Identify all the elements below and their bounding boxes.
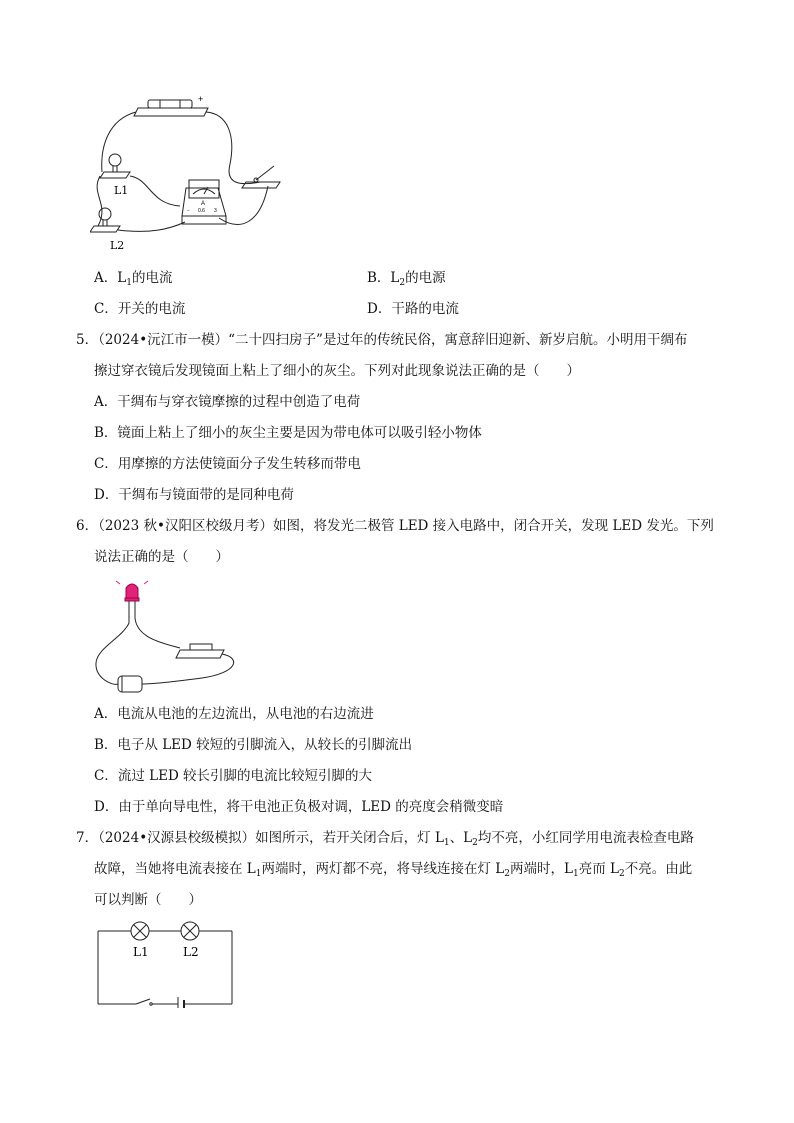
switch-icon: [136, 999, 150, 1004]
q7-l2-sub: 1: [572, 869, 579, 879]
q6-option-c: C．流过 LED 较长引脚的电流比较短引脚的大: [94, 768, 373, 784]
q5-option-c: C．用摩擦的方法使镜面分子发生转移而带电: [94, 456, 361, 472]
q4-circuit-figure: [90, 94, 290, 259]
q7-l1-sub: 2: [472, 838, 478, 848]
q5-option-a: A．干绸布与穿衣镜摩擦的过程中创造了电荷: [94, 394, 361, 410]
led-icon: [126, 584, 138, 598]
q7-l2-sub: 1: [255, 869, 262, 879]
q7-l2-part: 亮而 L: [578, 861, 619, 877]
q6-stem-line1: 6．（2023 秋•汉阳区校级月考）如图，将发光二极管 LED 接入电路中，闭合开关，发现 LED 发光。下列: [76, 518, 714, 534]
q6-option-d: D．由于单向导电性，将干电池正负极对调，LED 的亮度会稍微变暗: [94, 799, 504, 815]
q4-label-l2: L2: [110, 239, 125, 252]
q7-stem-line3: 可以判断（ ）: [94, 892, 202, 908]
q4-option-a-suffix: 的电流: [131, 270, 173, 286]
q6-option-a: A．电流从电池的左边流出，从电池的右边流进: [94, 706, 374, 722]
q7-circuit-figure: [96, 920, 236, 1008]
q5-stem-line2: 擦过穿衣镜后发现镜面上粘上了细小的灰尘。下列对此现象说法正确的是（ ）: [94, 363, 580, 379]
q4-option-d: D．干路的电流: [367, 301, 459, 317]
q6-option-b: B．电子从 LED 较短的引脚流入，从较长的引脚流出: [94, 737, 413, 753]
q7-l1-sub: 1: [443, 838, 450, 848]
q7-l2-sub: 2: [618, 869, 625, 879]
q4-option-a-sub: 1: [126, 278, 132, 288]
q7-stem-line1: [76, 829, 694, 852]
q4-meter-terminal: 0.6: [198, 208, 205, 214]
q4-option-b: [367, 269, 446, 292]
q4-option-c: C．开关的电流: [94, 301, 186, 317]
q7-l2-part: 不亮。由此: [624, 861, 693, 877]
q4-option-a: [94, 269, 172, 292]
q4-plus-sign: +: [198, 94, 204, 104]
q5-option-d: D．干绸布与镜面带的是同种电荷: [94, 487, 294, 503]
q7-stem-line2: [94, 860, 692, 883]
q7-l1-part: 均不亮，小红同学用电流表检查电路: [477, 830, 694, 846]
q4-option-b-sub: 2: [399, 278, 406, 288]
q7-label-l1: L1: [133, 945, 149, 959]
q4-meter-letter: A: [201, 201, 206, 207]
q7-l2-part: 两端时，L: [510, 861, 573, 877]
q4-option-b-suffix: 的电源: [405, 270, 446, 286]
q7-l2-sub: 2: [504, 869, 510, 879]
q7-label-l2: L2: [183, 945, 199, 959]
q5-stem-line1: 5．（2024•沅江市一模）“二十四扫房子”是过年的传统民俗，寓意辞旧迎新、新岁启航。小明用干绸布: [76, 332, 688, 348]
q4-meter-terminal: 3: [214, 208, 217, 214]
q4-label-l1: L1: [114, 184, 129, 197]
q7-l2-part: 两端时，两灯都不亮，将导线连接在灯 L: [261, 861, 505, 877]
q6-led-circuit-figure: [92, 578, 242, 698]
q7-l2-part: 故障，当她将电流表接在 L: [94, 861, 256, 877]
q7-l1-part: 7．（2024•汉源县校级模拟）如图所示，若开关闭合后，灯 L: [76, 830, 444, 846]
q4-meter-terminal: −: [187, 208, 190, 214]
q5-option-b: B．镜面上粘上了细小的灰尘主要是因为带电体可以吸引轻小物体: [94, 425, 482, 441]
q4-option-a-prefix: A．L: [94, 270, 127, 286]
q6-stem-line2: 说法正确的是（ ）: [94, 549, 229, 565]
q7-l1-part: 、L: [449, 830, 473, 846]
q4-option-b-prefix: B．L: [367, 270, 400, 286]
